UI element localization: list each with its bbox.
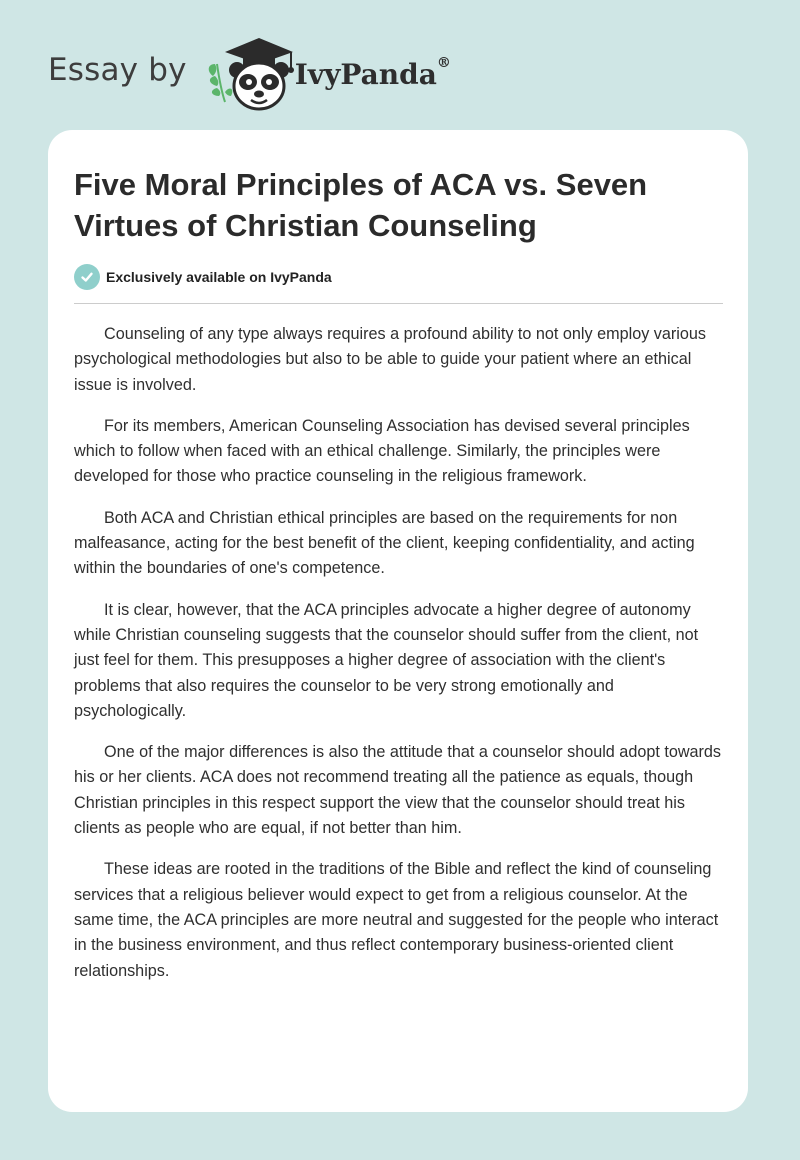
exclusive-badge xyxy=(74,264,332,290)
paragraph: It is clear, however, that the ACA principles advocate a higher degree of autonomy while Christian counseling suggests that the counselor should suffer from the client, not just feel for them. This presupposes a higher degree of association with the client's problems that also requires the counselor to be very strong emotionally and psychologically. xyxy=(74,600,699,720)
page-title: Five Moral Principles of ACA vs. Seven Virtues of Christian Counseling xyxy=(74,167,648,243)
divider xyxy=(74,303,723,304)
essay-body xyxy=(74,322,726,1000)
checkmark-icon xyxy=(74,264,100,290)
paragraph: For its members, American Counseling Association has devised several principles which to follow when faced with an ethical challenge. Similarly, the principles were developed for those who practice counseling in the religious framework. xyxy=(74,416,690,486)
exclusive-badge-label: Exclusively available on IvyPanda xyxy=(106,269,332,285)
panda-graduate-icon[interactable] xyxy=(203,34,299,114)
site-header xyxy=(48,34,451,114)
essay-by-label: Essay by xyxy=(48,52,187,88)
paragraph: Both ACA and Christian ethical principles are based on the requirements for non malfeasance, acting for the best benefit of the client, keeping confidentiality, and acting within the boundaries of one's competence. xyxy=(74,508,695,578)
paragraph: These ideas are rooted in the traditions of the Bible and reflect the kind of counseling services that a religious believer would expect to get from a religious counselor. At the same time, the ACA principles are more neutral and suggested for the people who interact in the business environment, and thus reflect contemporary business-oriented client relationships. xyxy=(74,860,719,980)
brand-text: IvyPanda xyxy=(294,57,437,91)
brand-name[interactable] xyxy=(294,55,451,91)
paragraph: One of the major differences is also the attitude that a counselor should adopt towards his or her clients. ACA does not recommend treating all the patience as equals, though Christian principles in this respect support the view that the counselor should treat his clients as people who are equal, if not better than him. xyxy=(74,743,721,838)
registered-mark: ® xyxy=(436,55,451,72)
essay-card xyxy=(48,130,748,1112)
paragraph: Counseling of any type always requires a profound ability to not only employ various psychological methodologies but also to be able to guide your patient where an ethical issue is involved. xyxy=(74,325,706,394)
